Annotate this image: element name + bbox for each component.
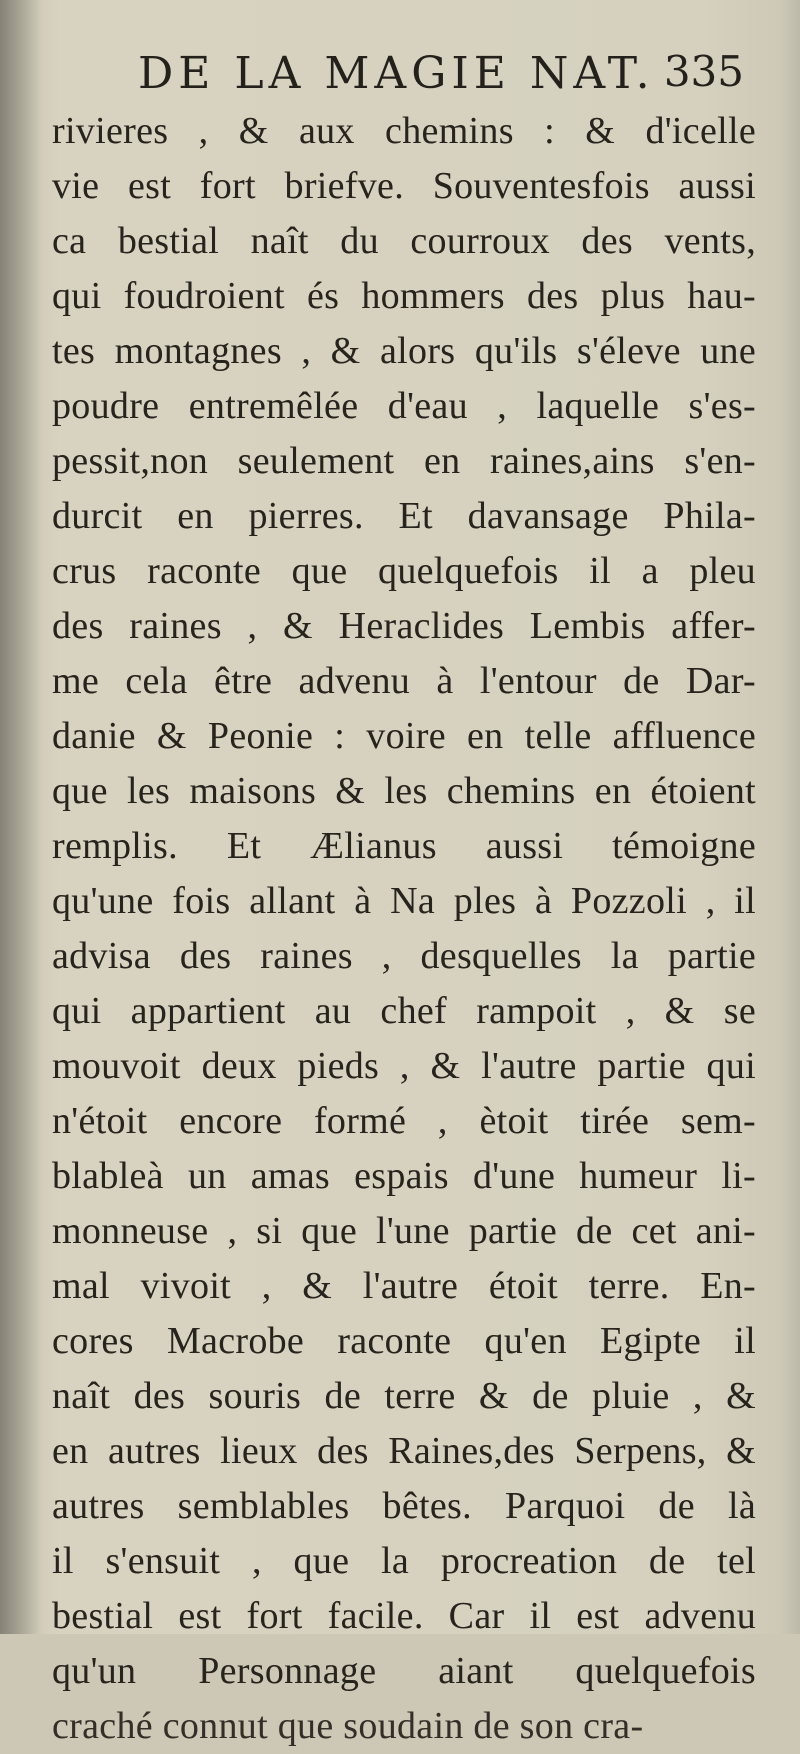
text-line: en autres lieux des Raines,des Serpens, & — [52, 1430, 756, 1472]
text-line: pessit,non seulement en raines,ains s'en- — [52, 440, 756, 482]
text-line: blableà un amas espais d'une humeur li- — [52, 1155, 756, 1197]
body-text — [52, 104, 756, 1754]
text-line: me cela être advenu à l'entour de Dar- — [52, 660, 756, 702]
text-line: cores Macrobe raconte qu'en Egipte il — [52, 1320, 756, 1362]
running-head — [120, 40, 760, 100]
text-line: que les maisons & les chemins en étoient — [52, 770, 756, 812]
text-line: crus raconte que quelquefois il a pleu — [52, 550, 756, 592]
text-line: remplis. Et Ælianus aussi témoigne — [52, 825, 756, 867]
text-line: durcit en pierres. Et davansage Phila- — [52, 495, 756, 537]
text-line: ca bestial naît du courroux des vents, — [52, 220, 756, 262]
text-line: qui appartient au chef rampoit , & se — [52, 990, 756, 1032]
text-line: poudre entremêlée d'eau , laquelle s'es- — [52, 385, 756, 427]
text-line: des raines , & Heraclides Lembis affer- — [52, 605, 756, 647]
text-line: tes montagnes , & alors qu'ils s'éleve une — [52, 330, 756, 372]
text-line: mal vivoit , & l'autre étoit terre. En- — [52, 1265, 756, 1307]
text-line: qu'un Personnage aiant quelquefois — [52, 1650, 756, 1692]
text-line: monneuse , si que l'une partie de cet ani- — [52, 1210, 756, 1252]
text-line: advisa des raines , desquelles la partie — [52, 935, 756, 977]
text-line: mouvoit deux pieds , & l'autre partie qui — [52, 1045, 756, 1087]
text-line: danie & Peonie : voire en telle affluence — [52, 715, 756, 757]
text-line: autres semblables bêtes. Parquoi de là — [52, 1485, 756, 1527]
text-line: bestial est fort facile. Car il est advenu — [52, 1595, 756, 1637]
text-line: naît des souris de terre & de pluie , & — [52, 1375, 756, 1417]
text-line: qu'une fois allant à Na ples à Pozzoli , il — [52, 880, 756, 922]
text-line: vie est fort briefve. Souventesfois aussi — [52, 165, 756, 207]
text-line: rivieres , & aux chemins : & d'icelle — [52, 110, 756, 152]
page-number: 335 — [663, 47, 744, 96]
running-head-title: DE LA MAGIE NAT. — [138, 48, 655, 99]
gutter-shadow — [0, 0, 40, 1634]
text-line: n'étoit encore formé , ètoit tirée sem- — [52, 1100, 756, 1142]
text-line: il s'ensuit , que la procreation de tel — [52, 1540, 756, 1582]
text-line: craché connut que soudain de son cra- — [52, 1705, 644, 1747]
text-line: qui foudroient és hommers des plus hau- — [52, 275, 756, 317]
